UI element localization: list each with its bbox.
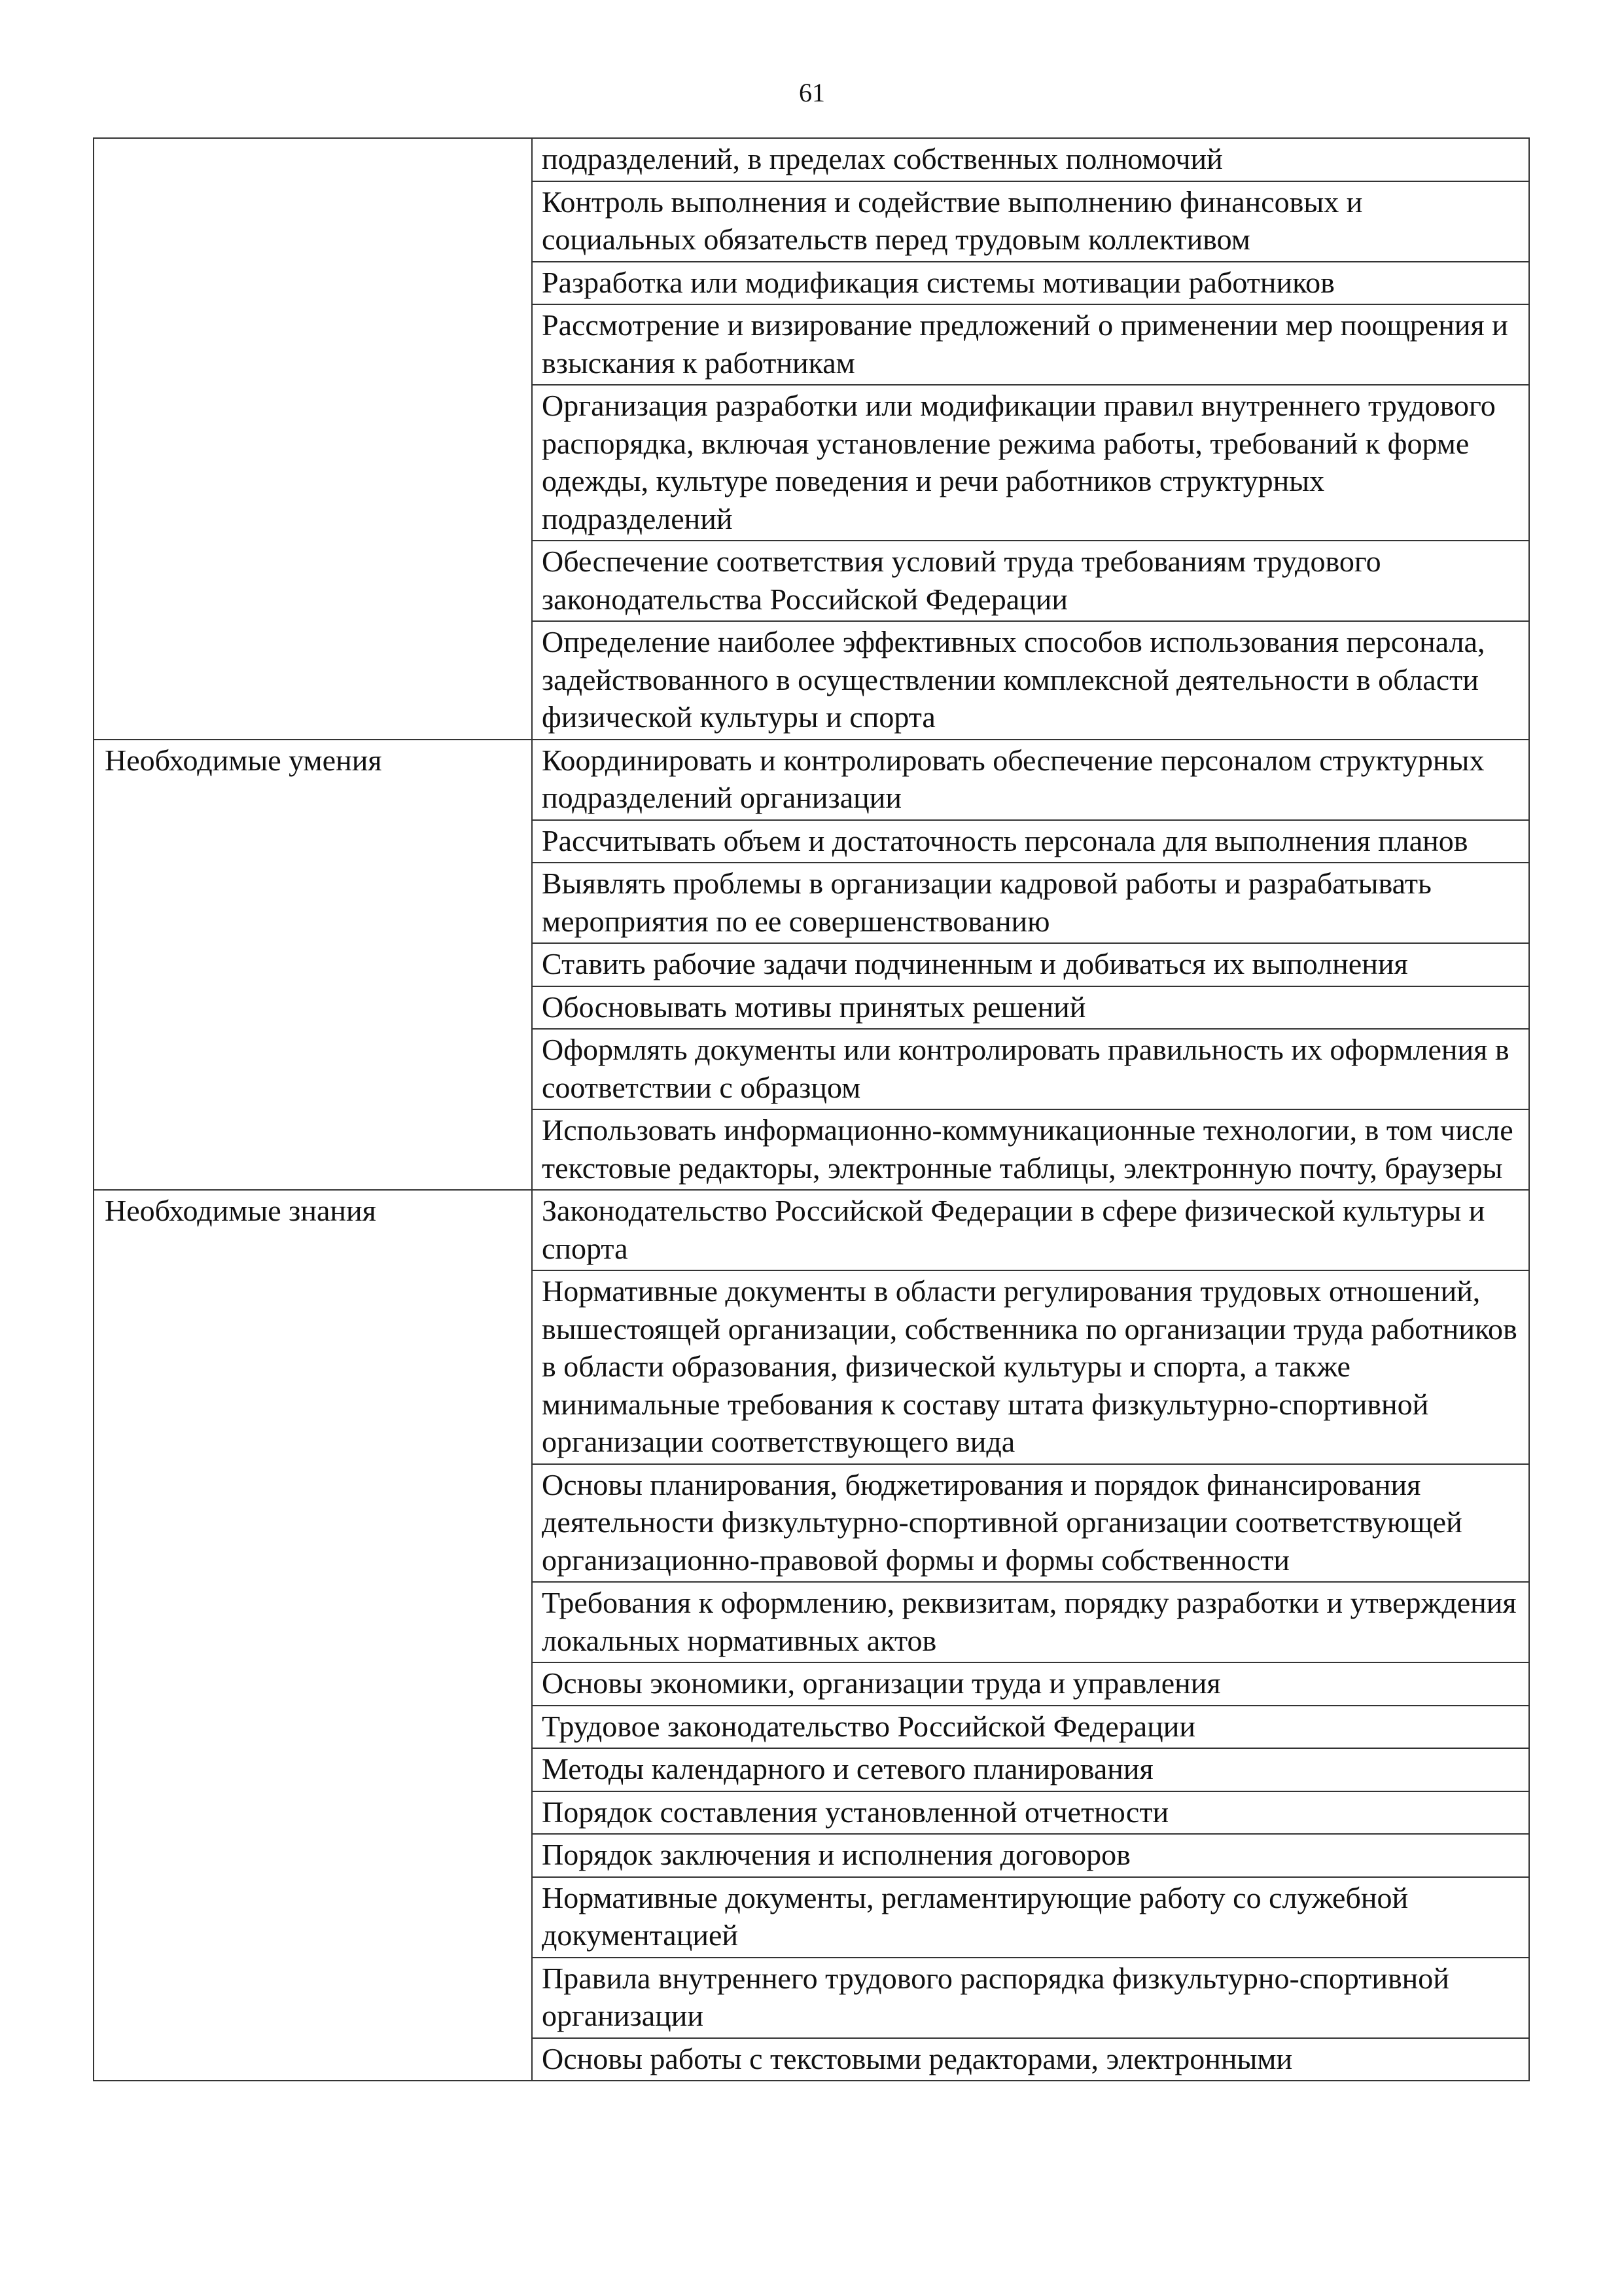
table-row [94,621,1529,740]
knowledge-item: Трудовое законодательство Российской Федерации [532,1706,1529,1749]
table-row [94,1029,1529,1109]
label-cell-empty [94,863,532,943]
label-cell-empty [94,1834,532,1877]
action-item: Рассмотрение и визирование предложений о применении мер поощрения и взыскания к работникам [532,304,1529,385]
table-row [94,1270,1529,1464]
table-row [94,820,1529,863]
skill-item: Использовать информационно-коммуникационные технологии, в том числе текстовые редакторы, электронные таблицы, электронную почту, браузеры [532,1109,1529,1190]
skill-item: Координировать и контролировать обеспечение персоналом структурных подразделений организации [532,740,1529,820]
knowledge-item: Требования к оформлению, реквизитам, порядку разработки и утверждения локальных нормативных актов [532,1582,1529,1662]
label-cell-empty [94,385,532,541]
table-row [94,1109,1529,1190]
page-number: 61 [799,78,825,107]
table-row [94,1464,1529,1583]
label-cell-empty [94,138,532,181]
table-row [94,1662,1529,1706]
label-cell-empty [94,2038,532,2081]
skill-item: Обосновывать мотивы принятых решений [532,986,1529,1030]
skill-item: Оформлять документы или контролировать правильность их оформления в соответствии с образцом [532,1029,1529,1109]
label-cell-empty [94,304,532,385]
knowledge-item: Основы работы с текстовыми редакторами, электронными [532,2038,1529,2081]
functions-table [93,137,1530,2081]
label-cell-empty [94,1109,532,1190]
action-item: Разработка или модификация системы мотивации работников [532,262,1529,305]
table-row [94,943,1529,986]
knowledge-item: Нормативные документы в области регулирования трудовых отношений, вышестоящей организации, собственника по организации труда работников в области образования, физической культуры и спорта, а также минимальные требования к составу штата физкультурно-спортивной организации соответствующего вида [532,1270,1529,1464]
label-cell-empty [94,1662,532,1706]
table-row [94,1190,1529,1270]
label-cell-empty [94,986,532,1030]
label-cell-empty [94,262,532,305]
label-cell-empty [94,1706,532,1749]
label-cell-empty [94,1958,532,2038]
action-item: подразделений, в пределах собственных полномочий [532,138,1529,181]
table-row [94,863,1529,943]
knowledge-item: Основы экономики, организации труда и управления [532,1662,1529,1706]
label-cell-empty [94,1582,532,1662]
knowledge-item: Порядок заключения и исполнения договоров [532,1834,1529,1877]
table-row [94,385,1529,541]
table-row [94,1748,1529,1791]
action-item: Определение наиболее эффективных способов использования персонала, задействованного в осуществлении комплексной деятельности в области физической культуры и спорта [532,621,1529,740]
knowledge-item: Правила внутреннего трудового распорядка физкультурно-спортивной организации [532,1958,1529,2038]
table-row [94,740,1529,820]
knowledge-item: Методы календарного и сетевого планирования [532,1748,1529,1791]
skill-item: Выявлять проблемы в организации кадровой работы и разрабатывать мероприятия по ее совершенствованию [532,863,1529,943]
knowledge-label: Необходимые знания [94,1190,532,1270]
knowledge-item: Основы планирования, бюджетирования и порядок финансирования деятельности физкультурно-спортивной организации соответствующей организационно-правовой формы и формы собственности [532,1464,1529,1583]
action-item: Контроль выполнения и содействие выполнению финансовых и социальных обязательств перед трудовым коллективом [532,181,1529,262]
action-item: Обеспечение соответствия условий труда требованиям трудового законодательства Российской Федерации [532,541,1529,621]
table-row [94,1834,1529,1877]
table-row [94,1706,1529,1749]
table-row [94,138,1529,181]
label-cell-empty [94,621,532,740]
knowledge-item: Нормативные документы, регламентирующие работу со служебной документацией [532,1877,1529,1958]
skills-label: Необходимые умения [94,740,532,820]
table-row [94,181,1529,262]
table-row [94,1958,1529,2038]
skill-item: Рассчитывать объем и достаточность персонала для выполнения планов [532,820,1529,863]
knowledge-item: Порядок составления установленной отчетности [532,1791,1529,1835]
label-cell-empty [94,181,532,262]
table-row [94,541,1529,621]
action-item: Организация разработки или модификации правил внутреннего трудового распорядка, включая установление режима работы, требований к форме одежды, культуре поведения и речи работников структурных подразделений [532,385,1529,541]
skill-item: Ставить рабочие задачи подчиненным и добиваться их выполнения [532,943,1529,986]
label-cell-empty [94,1748,532,1791]
table-row [94,1877,1529,1958]
table-row [94,1582,1529,1662]
knowledge-item: Законодательство Российской Федерации в сфере физической культуры и спорта [532,1190,1529,1270]
label-cell-empty [94,541,532,621]
label-cell-empty [94,1270,532,1464]
table-row [94,986,1529,1030]
label-cell-empty [94,1464,532,1583]
label-cell-empty [94,1791,532,1835]
table-row [94,262,1529,305]
table-row [94,2038,1529,2081]
table-row [94,1791,1529,1835]
label-cell-empty [94,820,532,863]
table-row [94,304,1529,385]
label-cell-empty [94,1029,532,1109]
label-cell-empty [94,1877,532,1958]
label-cell-empty [94,943,532,986]
